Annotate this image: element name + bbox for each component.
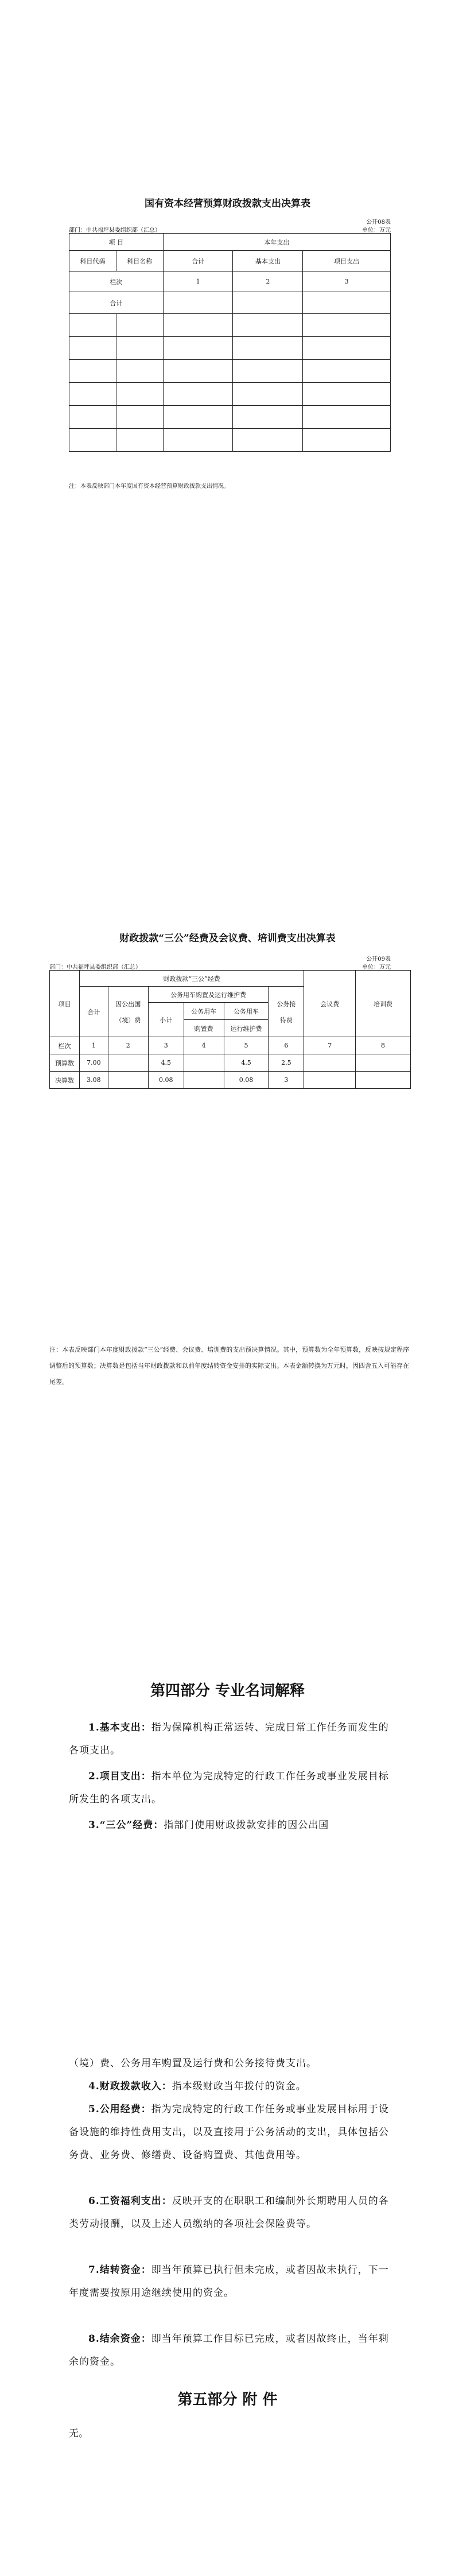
part4-heading: 第四部分 专业名词解释 <box>150 1682 305 1700</box>
table2-header-project: 项目 <box>50 971 80 1037</box>
term: 4.财政拨款收入： <box>88 2081 172 2092</box>
table2-dept: 部门：中共福坪县委组织部（汇总） <box>49 964 141 971</box>
table1 <box>69 233 391 452</box>
definition-text: 指部门使用财政拨款安排的因公出国 <box>164 1820 329 1831</box>
table2-title: 财政拨款“三公”经费及会议费、培训费支出决算表 <box>119 933 336 944</box>
definition-text: 指本级财政当年拨付的资金。 <box>172 2081 306 2092</box>
term: 6.工资福利支出： <box>88 2195 172 2207</box>
table2-header-reception-line1: 公务接 <box>277 1000 296 1008</box>
table2-header-run-line1: 公务用车 <box>224 1003 269 1020</box>
definition-fiscal-income <box>69 2075 390 2098</box>
table2-header-vehicle: 公务用车购置及运行维护费 <box>148 987 269 1003</box>
definition-carryover <box>69 2259 390 2305</box>
definition-text: 指为保障机构正常运转、完成日常工作任务而发生的各项支出。 <box>69 1722 389 1756</box>
table2-cell: 2.5 <box>269 1054 304 1072</box>
table2-header-purchase-line2: 购置费 <box>184 1020 224 1037</box>
definition-three-public <box>69 1814 390 1837</box>
table2-header-subtotal: 小计 <box>148 1003 184 1037</box>
table2-row-label: 预算数 <box>50 1054 80 1072</box>
table-row <box>69 406 391 429</box>
table2-cell: 3 <box>269 1072 304 1089</box>
definition-surplus <box>69 2327 390 2373</box>
table2-col-num: 8 <box>356 1037 411 1054</box>
definition-text: 即当年预算已执行但未完成，或者因故未执行，下一年度需要按原用途继续使用的资金。 <box>69 2264 389 2299</box>
term: 2.项目支出： <box>88 1771 151 1782</box>
table1-title: 国有资本经营预算财政拨款支出决算表 <box>145 198 310 210</box>
table-row <box>69 314 391 337</box>
table1-header-project: 项 目 <box>69 234 164 251</box>
table-row <box>69 360 391 383</box>
table2-cell <box>184 1054 224 1072</box>
table2-header-abroad-line1: 因公出国 <box>115 1000 141 1008</box>
table2-cell: 4.5 <box>148 1054 184 1072</box>
term: 3.“三公”经费： <box>88 1820 164 1831</box>
table2-cell <box>184 1072 224 1089</box>
table2-col-num: 6 <box>269 1037 304 1054</box>
table2-col-num: 3 <box>148 1037 184 1054</box>
table2-cell: 3.08 <box>79 1072 108 1089</box>
table2-form-no: 公开09表 <box>366 956 391 963</box>
table2-header-sangong: 财政拨款“三公”经费 <box>79 971 304 987</box>
table2-header-reception-line2: 待费 <box>279 1016 293 1024</box>
table1-header-current: 本年支出 <box>163 234 390 251</box>
table2-header-training: 培训费 <box>356 971 411 1037</box>
definition-text: 反映开支的在职职工和编制外长期聘用人员的各类劳动报酬，以及上述人员缴纳的各项社会保险费等。 <box>69 2195 389 2230</box>
table1-note: 注：本表反映部门本年度国有资本经营预算财政拨款支出情况。 <box>69 483 230 490</box>
table1-dept: 部门：中共福坪县委组织部（汇总） <box>69 227 161 234</box>
definition-text: 即当年预算工作目标已完成，或者因故终止，当年剩余的资金。 <box>69 2333 389 2368</box>
table-row <box>69 383 391 406</box>
table1-col-num: 2 <box>233 271 303 292</box>
table1-header-total: 合计 <box>163 251 233 271</box>
table-row <box>50 1054 411 1072</box>
table1-unit: 单位：万元 <box>362 227 391 234</box>
table2-col-num: 2 <box>108 1037 148 1054</box>
table2-col-num: 5 <box>224 1037 269 1054</box>
term: 5.公用经费： <box>88 2104 151 2115</box>
definition-basic-expenditure <box>69 1716 390 1762</box>
table1-form-no: 公开08表 <box>366 219 391 226</box>
table1-total-label: 合计 <box>69 292 164 314</box>
table2-cell <box>108 1072 148 1089</box>
table2-row-label: 决算数 <box>50 1072 80 1089</box>
table2-header-meeting: 会议费 <box>304 971 356 1037</box>
definition-public-funds <box>69 2098 390 2167</box>
table2-note: 注：本表反映部门本年度财政拨款“三公”经费、会议费、培训费的支出预决算情况。其中，预算数为全年预算数，反映按规定程序调整后的预算数；决算数是包括当年财政拨款和以前年度结转资金安排的实际支出。本表金额转换为万元时，因四舍五入可能存在尾差。 <box>49 1346 410 1386</box>
table1-header-code: 科目代码 <box>69 251 116 271</box>
table-row <box>50 1072 411 1089</box>
table1-cell <box>233 292 303 314</box>
table2-cell: 7.00 <box>79 1054 108 1072</box>
table-row <box>69 337 391 360</box>
table1-header-basic: 基本支出 <box>233 251 303 271</box>
table1-cell <box>303 292 391 314</box>
table2-cell <box>304 1054 356 1072</box>
table1-header-name: 科目名称 <box>116 251 163 271</box>
table1-header-project-exp: 项目支出 <box>303 251 391 271</box>
table-row <box>69 429 391 452</box>
part5-heading: 第五部分 附 件 <box>177 2391 278 2408</box>
table2-header-run-line2: 运行维护费 <box>224 1020 269 1037</box>
table2-header-abroad-line2: （境）费 <box>115 1016 141 1024</box>
table2-col-num: 1 <box>79 1037 108 1054</box>
table2-cell <box>356 1072 411 1089</box>
table2-col-label: 栏次 <box>50 1037 80 1054</box>
table2 <box>49 970 411 1089</box>
part5-text: 无。 <box>69 2428 88 2439</box>
table2-cell <box>356 1054 411 1072</box>
table2-header-purchase-line1: 公务用车 <box>184 1003 224 1020</box>
table2-col-num: 4 <box>184 1037 224 1054</box>
term: 8.结余资金： <box>88 2333 151 2345</box>
table2-cell <box>304 1072 356 1089</box>
table2-header-reception <box>269 987 304 1037</box>
table2-header-abroad <box>108 987 148 1037</box>
table2-cell <box>108 1054 148 1072</box>
definition-text: 指为完成特定的行政工作任务或事业发展目标用于设备设施的维持性费用支出，以及直接用于公务活动的支出，具体包括公务费、业务费、修缮费、设备购置费、其他费用等。 <box>69 2104 389 2161</box>
term: 1.基本支出： <box>88 1722 151 1733</box>
table2-col-num: 7 <box>304 1037 356 1054</box>
table2-unit: 单位：万元 <box>362 964 391 971</box>
definition-three-public-continued: （境）费、公务用车购置及运行费和公务接待费支出。 <box>69 2058 317 2069</box>
table2-header-total: 合计 <box>79 987 108 1037</box>
definition-wages <box>69 2190 390 2236</box>
table2-cell: 4.5 <box>224 1054 269 1072</box>
table2-cell: 0.08 <box>148 1072 184 1089</box>
definition-text: 指本单位为完成特定的行政工作任务或事业发展目标所发生的各项支出。 <box>69 1771 389 1805</box>
table1-col-num: 1 <box>163 271 233 292</box>
table1-col-label: 栏次 <box>69 271 164 292</box>
table1-cell <box>163 292 233 314</box>
table1-col-num: 3 <box>303 271 391 292</box>
table2-cell: 0.08 <box>224 1072 269 1089</box>
definition-project-expenditure <box>69 1765 390 1811</box>
term: 7.结转资金： <box>88 2264 151 2276</box>
